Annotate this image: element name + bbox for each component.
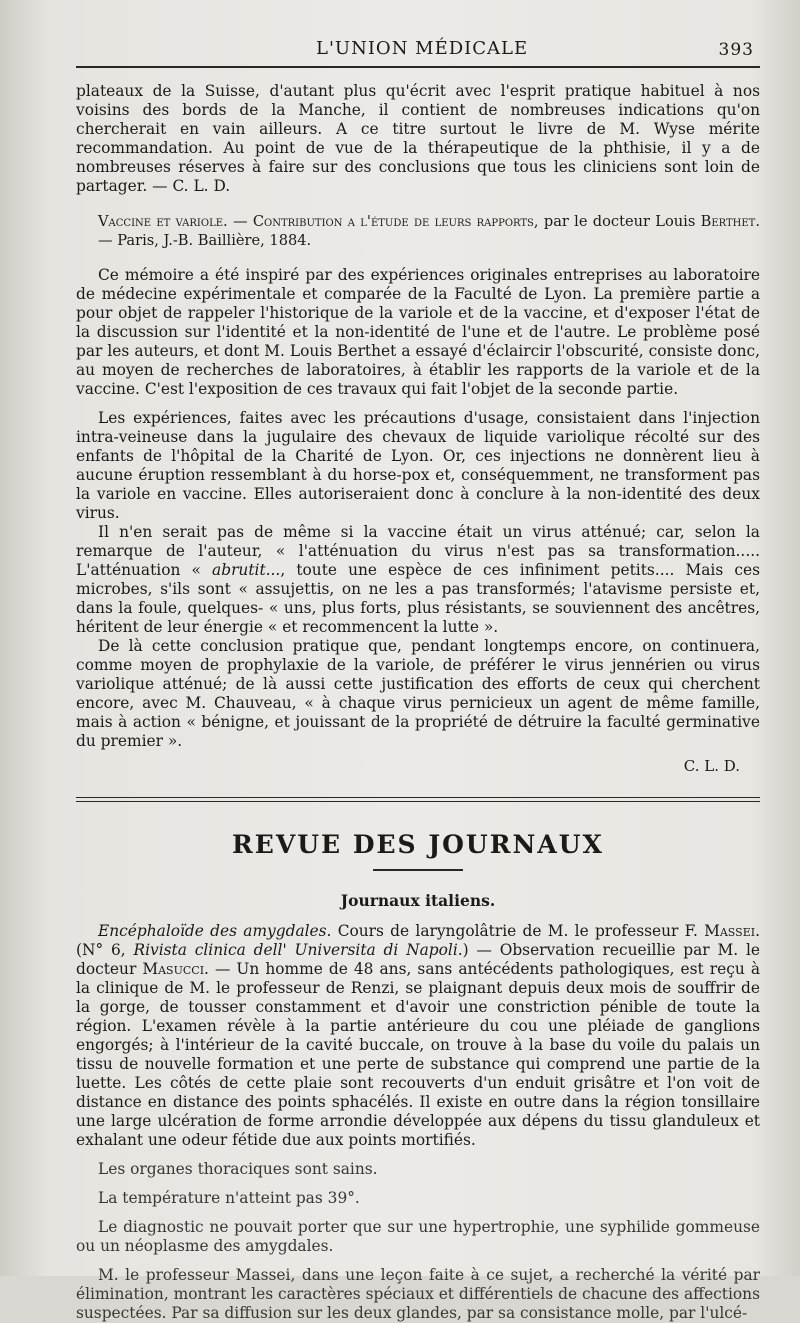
article-intro-c: ) — Observation recueillie par M. le docteur [76,941,760,978]
article-paragraph-4: Le diagnostic ne pouvait porter que sur une hypertrophie, une syphilide gommeuse ou un néoplasme des amygdales. [76,1218,760,1255]
article-journal: Rivista clinica dell' Universita di Napoli. [133,941,463,959]
review-title-by: , par le docteur Louis [533,213,701,230]
article-intro-a: . Cours de laryngolâtrie de M. le professeur F. [326,922,705,940]
review-signature: C. L. D. [683,757,740,775]
review-paragraph-3-b: , toute une espèce de ces infiniment petits.... Mais ces microbes, s'ils sont « assujettis, on ne les a pas transformés; l'atavisme persiste et, dans la foule, quelques- « uns, plus forts, plus résistants, se souviennent des ancêtres, héritent de leur énergie « et recommencent la lutte ». [76,561,760,636]
review-paragraph-3-italic: abrutit... [212,561,281,579]
article-title: Encéphaloïde des amygdales [98,922,327,940]
review-heading [98,212,760,250]
subsection-title: Journaux italiens. [340,891,496,910]
intro-paragraph: plateaux de la Suisse, d'autant plus qu'écrit avec l'esprit pratique habituel à nos voisins des bords de la Manche, il contient de nombreuses indications qu'on chercherait en vain ailleurs. A ce titre surtout le livre de M. Wyse mérite recommandation. Au point de vue de la thérapeutique de la phthisie, il y a de nombreuses réserves à faire sur des conclusions que tous les cliniciens sont loin de partager. — C. L. D. [76,82,760,195]
header-rule [76,66,760,68]
article-paragraph-3: La température n'atteint pas 39°. [98,1189,360,1207]
page-number: 393 [718,40,754,60]
review-author: Berthet [700,213,756,230]
review-title: Vaccine et variole. — Contribution a l'étude de leurs rapports [98,213,534,230]
section-title-rule [373,869,463,871]
page-header [76,30,760,64]
article-paragraph-5: M. le professeur Massei, dans une leçon faite à ce sujet, a recherché la vérité par élimination, montrant les caractères spéciaux et différentiels de chacune des affections suspectées. Par sa diffusion sur les deux glandes, par sa consistance molle, par l'ulcé- [76,1266,760,1322]
article-doctor: Masucci [142,960,205,978]
review-paragraph-4: De là cette conclusion pratique que, pendant longtemps encore, on continuera, comme moyen de prophylaxie de la variole, de préférer le virus jennérien ou virus variolique atténué; de là aussi cette justification des efforts de ceux qui cherchent encore, avec M. Chauveau, « à chaque virus pernicieux un agent de même famille, mais à action « bénigne, et jouissant de la propriété de détruire la faculté germinative du premier ». [76,637,760,750]
article-paragraph-1 [76,922,760,1150]
article-intro-b: . (N° 6, [76,922,760,959]
review-paragraph-3 [76,523,760,637]
section-title: REVUE DES JOURNAUX [232,830,604,859]
running-title: L'UNION MÉDICALE [316,38,529,59]
section-divider [76,797,760,802]
review-publisher: . — Paris, J.-B. Baillière, 1884. [98,213,760,249]
article-intro-d: . — Un homme de 48 ans, sans antécédents pathologiques, est reçu à la clinique de M. le professeur de Renzi, se plaignant depuis deux mois de souffrir de la gorge, de tousser constamment et d'avoir une constriction pénible de toute la région. L'examen révèle à la partie antérieure du cou une pléiade de ganglions engorgés; à l'intérieur de la cavité buccale, on trouve à la base du voile du palais un tissu de nouvelle formation et une perte de substance qui comprend une partie de la luette. Les côtés de cette plaie sont recouverts d'un enduit grisâtre et l'on voit de distance en distance des points sphacélés. Il existe en outre dans la région tonsillaire une large ulcération de forme arrondie développée aux dépens du tissu glanduleux et exhalant une odeur fétide due aux points mortifiés. [76,960,760,1149]
review-paragraph-2: Les expériences, faites avec les précautions d'usage, consistaient dans l'injection intra-veineuse dans la jugulaire des chevaux de liquide variolique récolté sur des enfants de l'hôpital de la Charité de Lyon. Or, ces injections ne donnèrent lieu à aucune éruption ressemblant à du horse-pox et, conséquemment, ne transforment pas la variole en vaccine. Elles autoriseraient donc à conclure à la non-identité des deux virus. [76,409,760,522]
review-paragraph-3-a: Il n'en serait pas de même si la vaccine était un virus atténué; car, selon la remarque de l'auteur, « l'atténuation du virus n'est pas sa transformation..... L'atténuation « [76,523,760,579]
article-paragraph-2: Les organes thoraciques sont sains. [98,1160,378,1178]
article-professor: Massei [704,922,756,940]
review-paragraph-1: Ce mémoire a été inspiré par des expériences originales entreprises au laboratoire de médecine expérimentale et comparée de la Faculté de Lyon. La première partie a pour objet de rappeler l'historique de la variole et de la vaccine, et d'exposer l'état de la discussion sur l'identité et la non-identité de l'une et de l'autre. Le problème posé par les auteurs, et dont M. Louis Berthet a essayé d'éclaircir l'obscurité, consiste donc, au moyen de recherches de laboratoires, à établir les rapports de la variole et de la vaccine. C'est l'exposition de ces travaux qui fait l'objet de la seconde partie. [76,266,760,398]
